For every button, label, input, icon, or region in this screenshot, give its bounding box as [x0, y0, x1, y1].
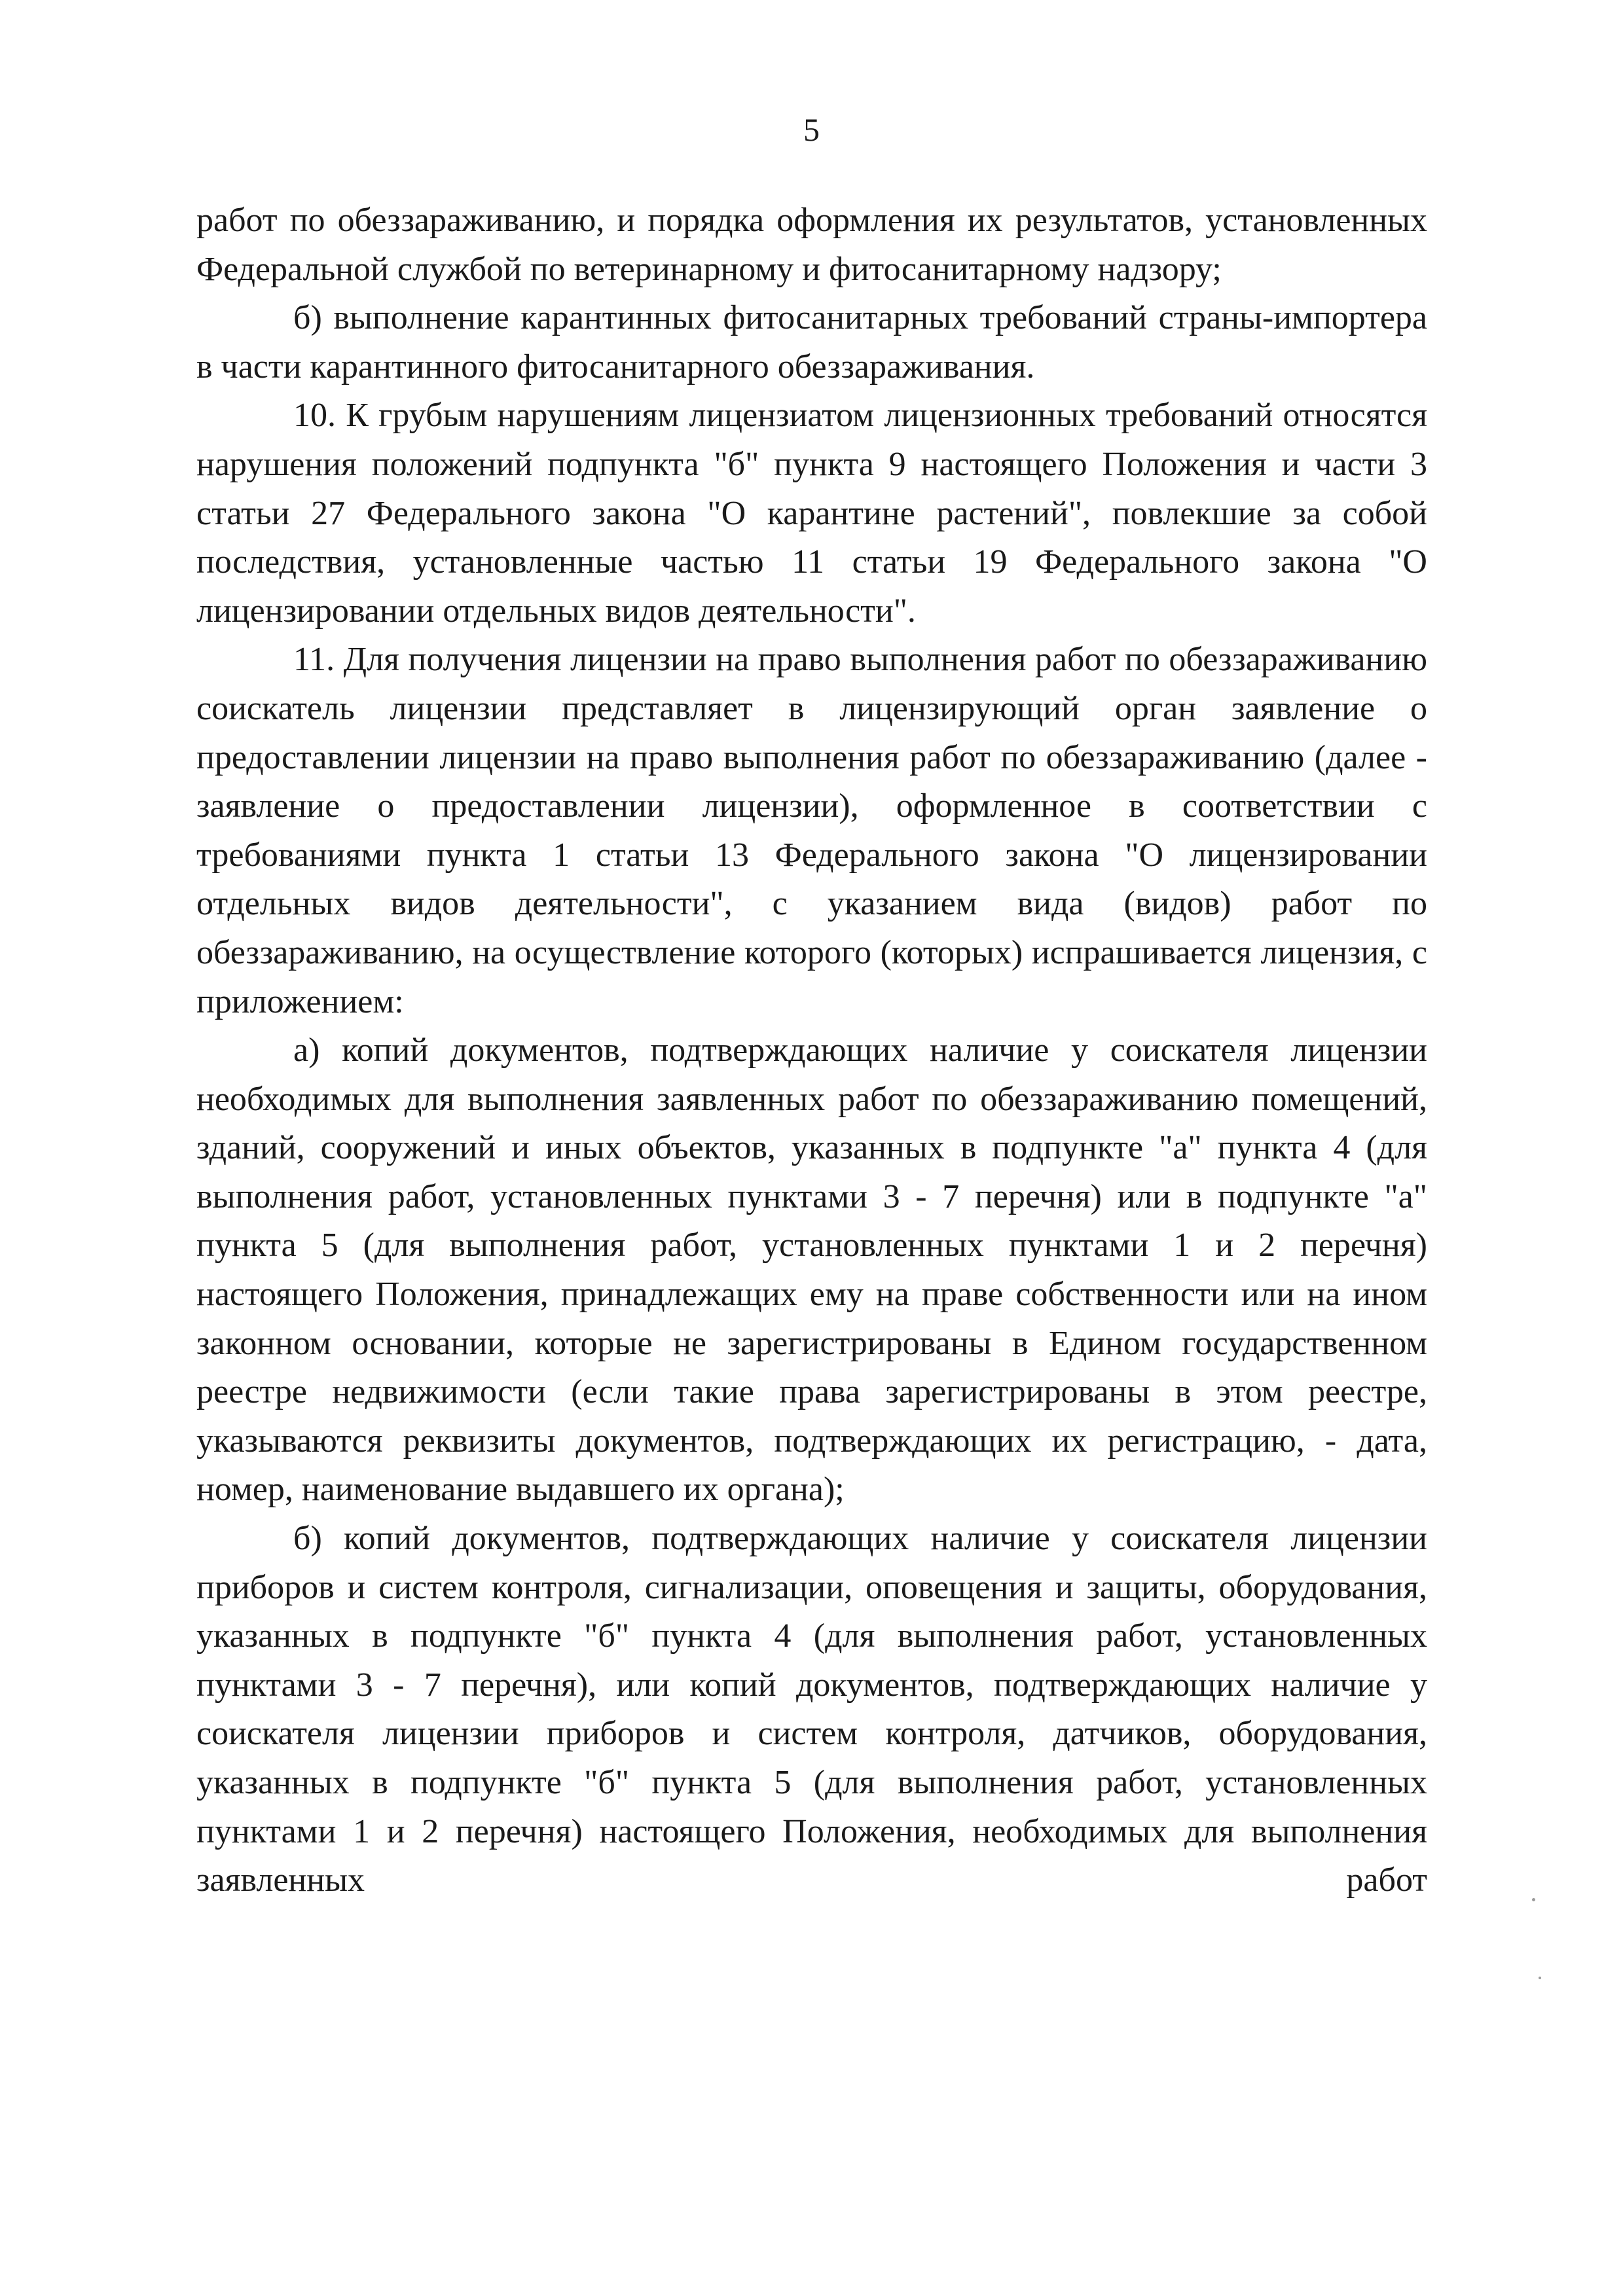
paragraph-item-11: 11. Для получения лицензии на право выполнения работ по обеззараживанию соискатель лицензии представляет в лицензирующий орган заявление о предоставлении лицензии на право выполнения работ по обеззараживанию (далее - заявление о предоставлении лицензии), оформленное в соответствии с требованиями пункта 1 статьи 13 Федерального закона "О лицензировании отдельных видов деятельности", с указанием вида (видов) работ по обеззараживанию, на осуществление которого (которых) испрашивается лицензия, с приложением:: [196, 641, 1427, 1020]
scan-speck: [1532, 1898, 1535, 1901]
document-body: [196, 196, 1427, 1905]
paragraph-item-10: 10. К грубым нарушениям лицензиатом лицензионных требований относятся нарушения положений подпункта "б" пункта 9 настоящего Положения и части 3 статьи 27 Федерального закона "О карантине растений", повлекшие за собой последствия, установленные частью 11 статьи 19 Федерального закона "О лицензировании отдельных видов деятельности".: [196, 397, 1427, 630]
page-number: 5: [803, 111, 820, 148]
paragraph-item-11-b: б) копий документов, подтверждающих наличие у соискателя лицензии приборов и систем контроля, сигнализации, оповещения и защиты, оборудования, указанных в подпункте "б" пункта 4 (для выполнения работ, установленных пунктами 3 - 7 перечня), или копий документов, подтверждающих наличие у соискателя лицензии приборов и систем контроля, датчиков, оборудования, указанных в подпункте "б" пункта 5 (для выполнения работ, установленных пунктами 1 и 2 перечня) настоящего Положения, необходимых для выполнения заявленных работ: [196, 1520, 1427, 1899]
paragraph-item-9-b: б) выполнение карантинных фитосанитарных требований страны-импортера в части карантинного фитосанитарного обеззараживания.: [196, 299, 1427, 386]
scan-speck: [1539, 1977, 1541, 1979]
paragraph-continuation: работ по обеззараживанию, и порядка оформления их результатов, установленных Федеральной службой по ветеринарному и фитосанитарному надзору;: [196, 202, 1427, 288]
paragraph-item-11-a: а) копий документов, подтверждающих наличие у соискателя лицензии необходимых для выполнения заявленных работ по обеззараживанию помещений, зданий, сооружений и иных объектов, указанных в подпункте "а" пункта 4 (для выполнения работ, установленных пунктами 3 - 7 перечня) или в подпункте "а" пункта 5 (для выполнения работ, установленных пунктами 1 и 2 перечня) настоящего Положения, принадлежащих ему на праве собственности или на ином законном основании, которые не зарегистрированы в Едином государственном реестре недвижимости (если такие права зарегистрированы в этом реестре, указываются реквизиты документов, подтверждающих их регистрацию, - дата, номер, наименование выдавшего их органа);: [196, 1031, 1427, 1509]
